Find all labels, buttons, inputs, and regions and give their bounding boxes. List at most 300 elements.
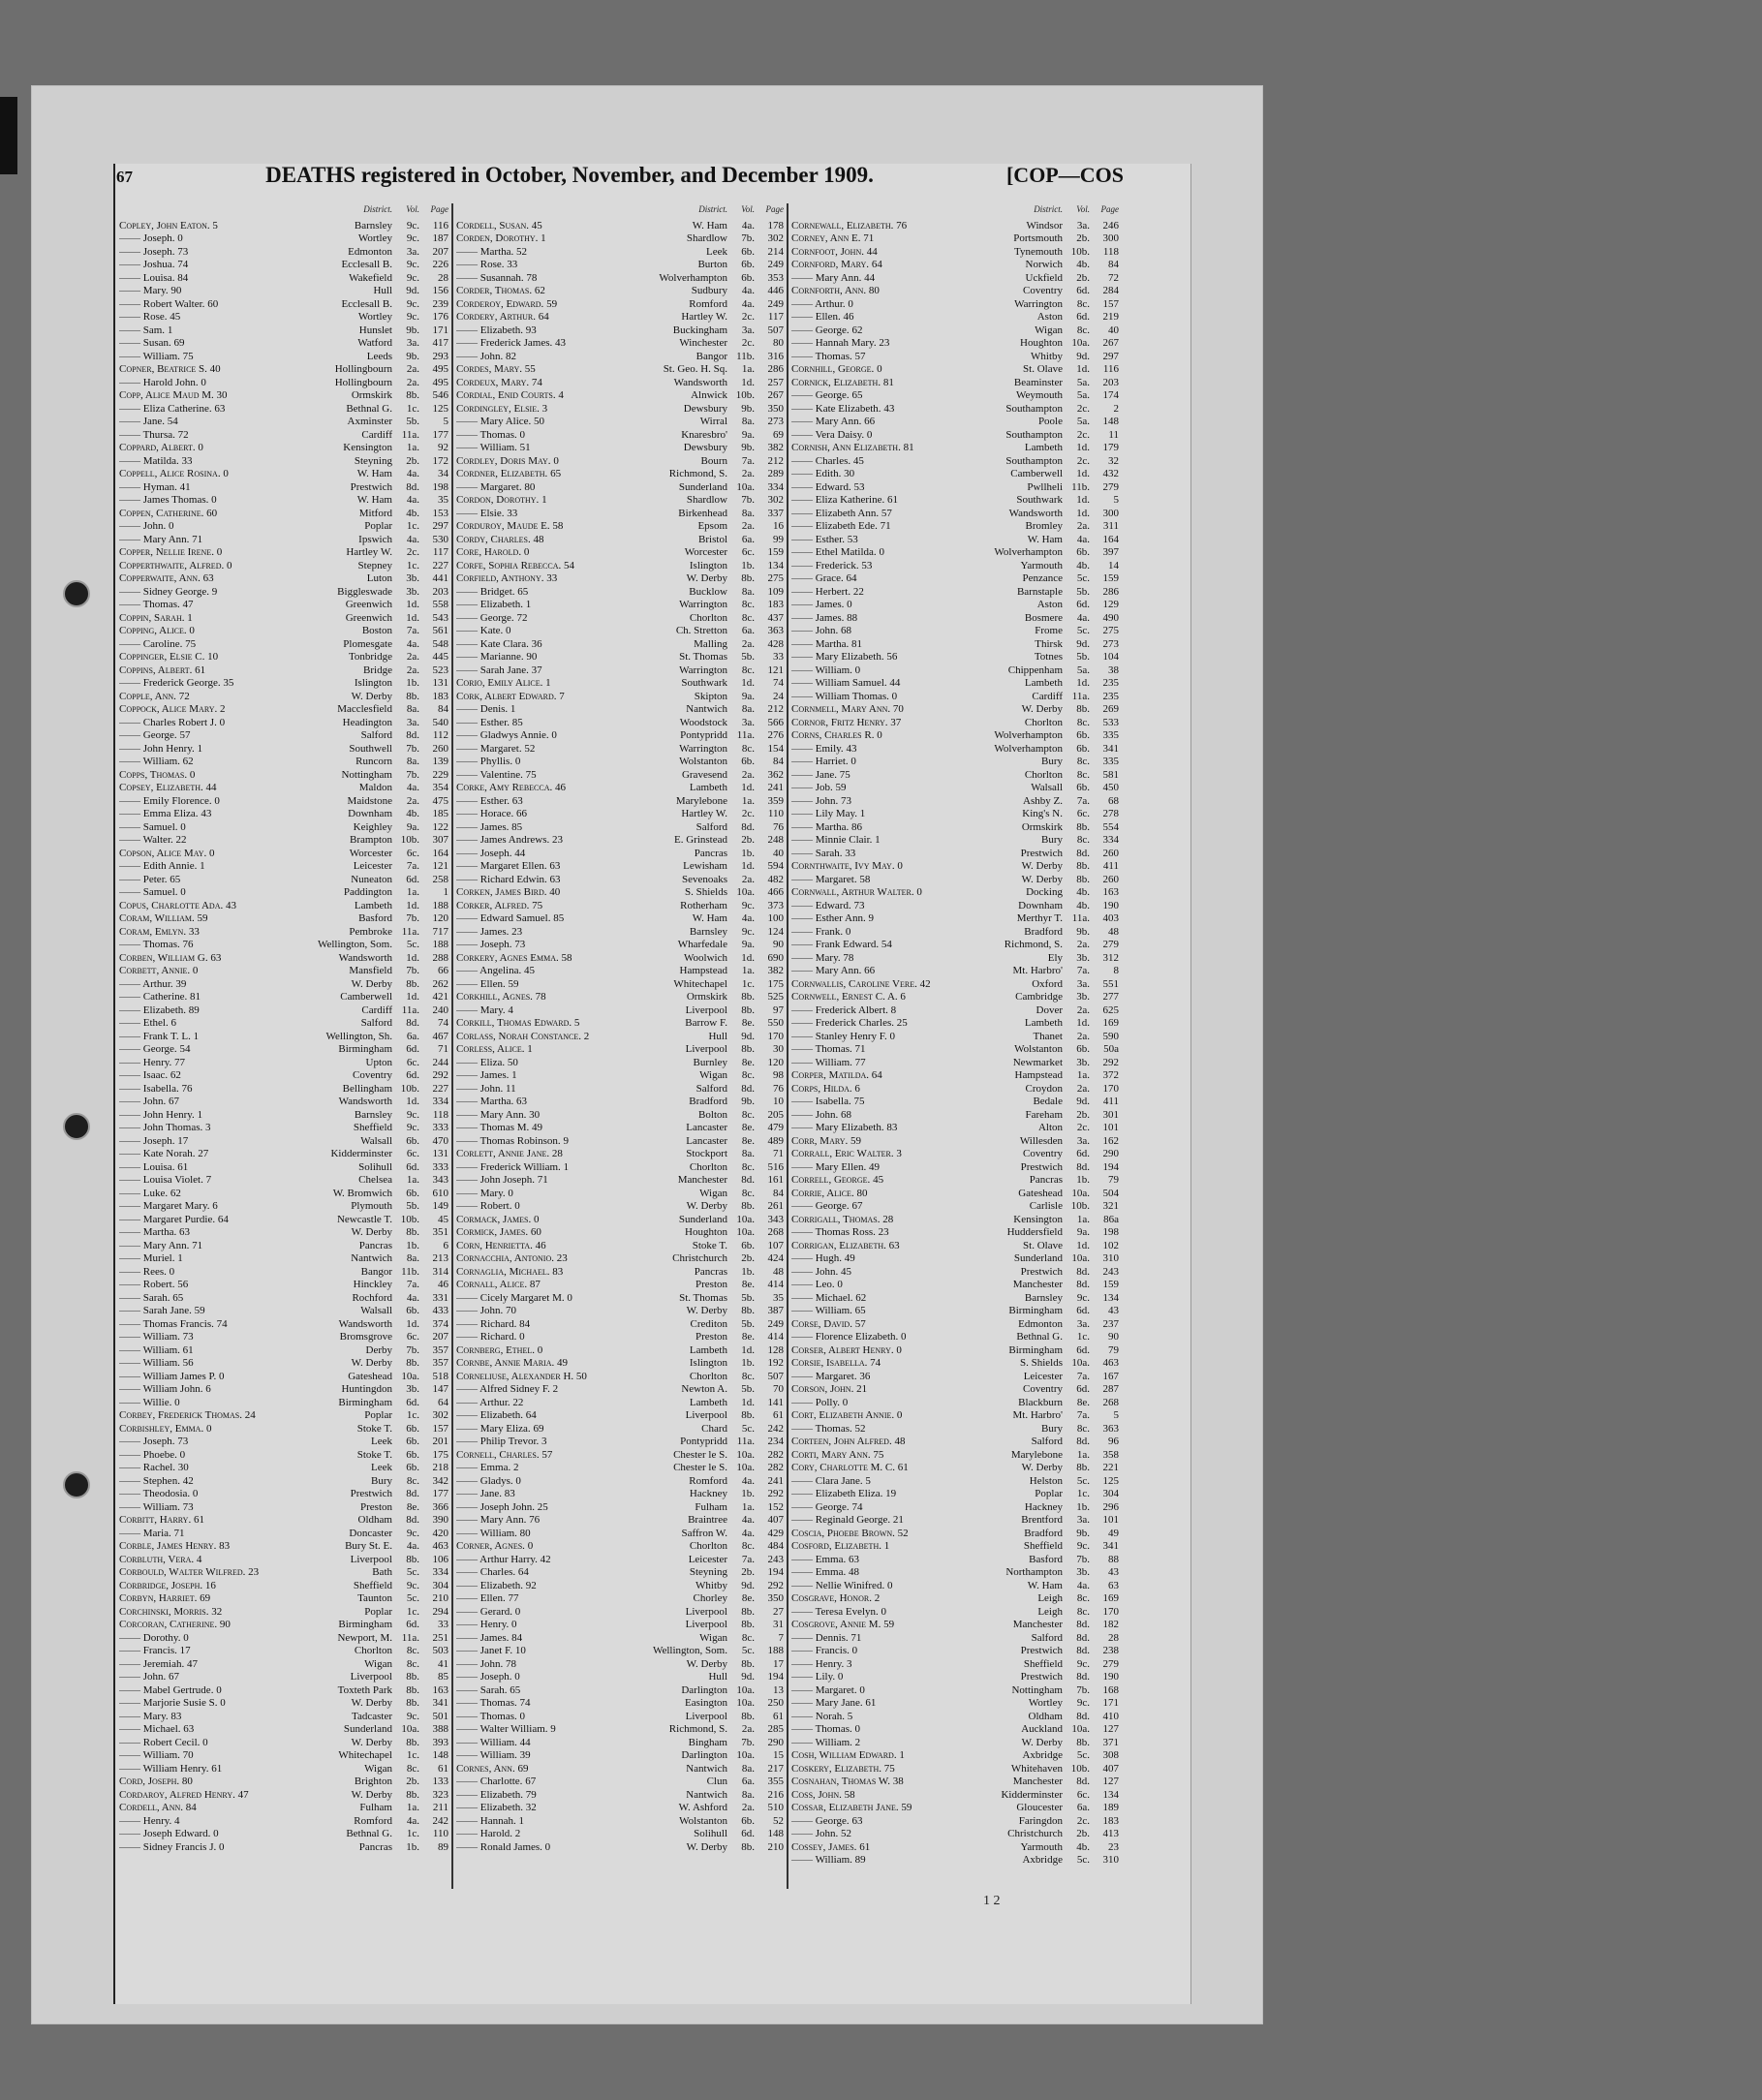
entry-vol: 3a. [741, 716, 755, 728]
entry-district: Liverpool [685, 1710, 727, 1722]
entry-district: Romford [689, 1474, 727, 1487]
entry-age: 72 [178, 690, 190, 702]
entry-page: 382 [767, 965, 784, 976]
entry-name-age [791, 1749, 952, 1763]
register-entry [456, 1069, 784, 1083]
entry-name-age [119, 1397, 282, 1410]
register-entry [119, 1292, 448, 1306]
entry-district: W. Derby [351, 1226, 392, 1238]
register-entry [456, 900, 784, 913]
entry-name: James. [479, 1631, 510, 1644]
entry-age: 0 [896, 1409, 903, 1421]
entry-name-age [119, 1423, 282, 1436]
entry-district: Mt. Harbro' [1012, 1409, 1063, 1421]
entry-district: Walsall [1031, 782, 1063, 793]
entry-page: 333 [432, 1122, 448, 1133]
entry-name: William Thomas. [815, 690, 889, 702]
entry-vol: 9a. [741, 690, 755, 702]
entry-name: Copper, Nellie Irene. [119, 546, 214, 558]
register-entry [119, 1266, 448, 1280]
entry-vol: 8b. [741, 1409, 755, 1421]
entry-age: 84 [185, 1802, 197, 1813]
entry-name-age [791, 1004, 952, 1018]
entry-vol: 2b. [1076, 1828, 1090, 1839]
entry-page: 249 [767, 1317, 784, 1330]
register-entry [791, 481, 1119, 495]
entry-page: 297 [1102, 350, 1119, 362]
entry-page: 610 [432, 1187, 448, 1199]
entry-name: Corneliuse, Alexander H. [456, 1370, 574, 1382]
entry-page: 120 [767, 1056, 784, 1068]
entry-vol: 8c. [406, 1762, 419, 1775]
entry-name: Elizabeth. [479, 1409, 524, 1421]
entry-name-age [791, 246, 952, 260]
entry-name: Thomas. [479, 1710, 517, 1722]
entry-age: 1 [200, 860, 205, 872]
entry-district: Downham [348, 808, 392, 819]
entry-name: Emma Eliza. [142, 808, 199, 819]
register-entry [119, 1148, 448, 1161]
register-entry [119, 1776, 448, 1789]
entry-name: Corbishley, Emma. [119, 1422, 204, 1435]
entry-vol: 4b. [1076, 259, 1090, 270]
entry-page: 106 [432, 1553, 448, 1565]
entry-vol: 8d. [406, 1514, 419, 1526]
entry-age: 65 [170, 873, 181, 885]
entry-name: Cornaglia, Michael. [456, 1265, 550, 1278]
entry-district: Liverpool [350, 1553, 392, 1565]
entry-vol: 11a. [401, 1004, 419, 1016]
entry-vol: 9c. [406, 271, 419, 284]
entry-district: Barnsley [354, 1108, 392, 1121]
entry-page: 157 [432, 1422, 448, 1435]
entry-name: Thomas. [815, 1723, 852, 1735]
register-entry [119, 1122, 448, 1135]
entry-name-age [456, 1344, 617, 1358]
entry-name-age [119, 1057, 282, 1070]
entry-age: 75 [853, 1096, 865, 1107]
entry-district: Leicester [688, 1553, 727, 1565]
entry-name-age [791, 664, 952, 678]
entry-name: Joseph. [142, 1134, 175, 1147]
entry-page: 205 [767, 1108, 784, 1121]
entry-age: 33 [181, 454, 193, 467]
register-entry [119, 298, 448, 312]
register-entry [119, 1305, 448, 1318]
entry-age: 0 [183, 1631, 189, 1644]
entry-vol: 8b. [406, 1736, 419, 1748]
entry-age: 88 [847, 611, 858, 624]
entry-age: 16 [204, 1579, 216, 1591]
entry-vol: 6c. [1076, 808, 1090, 819]
entry-age: 0 [514, 1671, 520, 1683]
register-entry [791, 1619, 1119, 1632]
entry-name: Sam. [142, 324, 166, 336]
entry-name-age [791, 1214, 952, 1227]
register-entry [791, 939, 1119, 952]
entry-vol: 9a. [406, 820, 419, 833]
entry-name-age [119, 1488, 282, 1501]
entry-vol: 9c. [406, 1527, 419, 1539]
entry-page: 157 [1102, 297, 1119, 310]
entry-age: 83 [552, 1265, 564, 1278]
entry-vol: 6b. [741, 1239, 755, 1251]
entry-district: Wolverhampton [994, 742, 1063, 755]
entry-page: 548 [432, 637, 448, 650]
entry-district: Hull [708, 1671, 727, 1683]
entry-name-age [456, 429, 617, 443]
entry-name-age [791, 1632, 952, 1646]
entry-age: 44 [889, 677, 901, 689]
register-entry [119, 508, 448, 521]
entry-page: 171 [1102, 1697, 1119, 1709]
entry-name-age [456, 1475, 617, 1489]
entry-page: 45 [438, 1213, 448, 1225]
entry-age: 0 [879, 546, 884, 558]
entry-name-age [456, 1174, 617, 1188]
entry-name: Corlass, Norah Constance. [456, 1030, 581, 1042]
entry-age: 0 [889, 1030, 895, 1042]
entry-name-age [456, 729, 617, 743]
entry-district: Birkenhead [678, 507, 727, 519]
entry-page: 90 [1108, 1331, 1119, 1343]
entry-name: Francis. [142, 1645, 177, 1656]
register-entry [791, 1292, 1119, 1306]
entry-name-age [456, 900, 617, 913]
entry-name: Coppinger, Elsie C. [119, 651, 205, 663]
entry-district: Tynemouth [1014, 245, 1063, 258]
register-entry [119, 1344, 448, 1358]
entry-district: Stoke T. [356, 1422, 392, 1435]
entry-name: Mary Ann. [815, 416, 862, 427]
register-entry [119, 1815, 448, 1829]
entry-age: 0 [544, 1840, 551, 1853]
entry-page: 210 [767, 1840, 784, 1853]
entry-name: Corless, Alice. [456, 1043, 525, 1055]
register-entry [791, 1031, 1119, 1044]
register-entry [456, 246, 784, 260]
entry-name: Jane. [815, 768, 838, 781]
entry-age: 90 [526, 651, 538, 663]
entry-name-age [791, 848, 952, 861]
entry-name-age [791, 1763, 952, 1776]
entry-district: Huntingdon [341, 1383, 392, 1395]
entry-name-age [791, 1449, 952, 1463]
entry-page: 61 [438, 1762, 448, 1775]
entry-vol: 9b. [741, 1096, 755, 1107]
entry-page: 125 [432, 402, 448, 415]
entry-district: Camberwell [1010, 468, 1063, 479]
register-entry [791, 1109, 1119, 1123]
entry-district: Hollingbourn [334, 376, 392, 388]
register-entry [119, 1043, 448, 1057]
entry-age: 61 [195, 664, 206, 676]
entry-district: Bangor [360, 1265, 392, 1278]
entry-age: 61 [211, 1762, 223, 1775]
entry-age: 56 [177, 1279, 189, 1290]
entry-name-age [456, 1331, 617, 1344]
register-entry [119, 1161, 448, 1175]
entry-district: Southwell [349, 742, 392, 755]
entry-name-age [791, 1043, 952, 1057]
register-entry [119, 1711, 448, 1724]
entry-page: 286 [767, 363, 784, 375]
entry-vol: 1a. [1076, 1069, 1090, 1081]
entry-name: John. [479, 350, 504, 362]
entry-name: Phyllis. [479, 756, 513, 767]
register-entry [119, 1188, 448, 1201]
entry-age: 0 [866, 428, 873, 441]
register-entry [119, 1501, 448, 1515]
entry-vol: 6b. [1076, 742, 1090, 755]
entry-name-age [456, 272, 617, 286]
entry-district: Axminster [347, 416, 392, 427]
entry-page: 273 [767, 416, 784, 427]
entry-age: 2 [874, 1592, 881, 1604]
entry-age: 71 [863, 232, 875, 244]
entry-name-age [791, 1514, 952, 1528]
entry-page: 35 [438, 494, 448, 506]
register-entry [791, 1449, 1119, 1463]
entry-vol: 3a. [1076, 219, 1090, 232]
entry-vol: 1c. [1076, 1488, 1090, 1499]
entry-name: James. [479, 925, 510, 938]
register-entry [456, 1828, 784, 1841]
entry-vol: 8d. [741, 1174, 755, 1186]
entry-name-age [119, 743, 282, 757]
entry-name: Elizabeth. [479, 1802, 524, 1813]
entry-page: 262 [432, 977, 448, 990]
register-entry [791, 664, 1119, 678]
entry-age: 1 [193, 1030, 200, 1042]
entry-vol: 5c. [1076, 1854, 1090, 1866]
entry-age: 45 [841, 1265, 852, 1278]
register-entry [456, 1658, 784, 1672]
entry-district: Ormskirk [686, 991, 727, 1003]
entry-name-age [456, 1305, 617, 1318]
entry-name: William. [142, 1749, 180, 1761]
entry-age: 0 [877, 729, 882, 741]
entry-district: Preston [696, 1331, 727, 1343]
entry-district: Luton [366, 572, 392, 584]
entry-age: 80 [524, 480, 536, 493]
entry-age: 0 [842, 1396, 849, 1408]
entry-district: Docking [1026, 886, 1063, 898]
entry-name: William. [815, 1056, 852, 1068]
register-entry [791, 625, 1119, 638]
entry-name: Copus, Charlotte Ada. [119, 899, 224, 911]
entry-name-age [119, 912, 282, 926]
entry-age: 6 [205, 1383, 211, 1395]
entry-name-age [791, 1776, 952, 1789]
entry-vol: 5b. [741, 1291, 755, 1304]
entry-name-age [119, 1501, 282, 1515]
entry-name: Ellen. [815, 311, 841, 323]
entry-vol: 8b. [406, 977, 419, 990]
entry-name-age [119, 677, 282, 691]
entry-vol: 3a. [741, 324, 755, 336]
entry-name-age [456, 1017, 617, 1031]
entry-district: Southampton [1005, 402, 1063, 415]
entry-district: Leek [371, 1436, 392, 1447]
entry-age: 72 [516, 611, 528, 624]
entry-age: 59 [194, 1305, 205, 1316]
entry-vol: 6a. [741, 533, 755, 545]
entry-district: Barnsley [354, 219, 392, 232]
entry-district: Kidderminster [1001, 1788, 1063, 1801]
entry-vol: 2b. [741, 1566, 755, 1578]
entry-name: William. [479, 442, 517, 453]
register-entry [791, 1122, 1119, 1135]
entry-name: Core, Harold. [456, 546, 522, 558]
entry-vol: 8c. [406, 1645, 419, 1656]
entry-name: Corduroy, Maude E. [456, 520, 550, 532]
entry-age: 65 [517, 585, 529, 598]
entry-age: 9 [550, 1723, 556, 1735]
entry-age: 0 [901, 1331, 907, 1343]
entry-page: 35 [773, 1291, 784, 1304]
entry-district: Wakefield [349, 271, 392, 284]
entry-district: Windsor [1026, 219, 1063, 232]
register-entry [456, 991, 784, 1004]
entry-page: 188 [767, 1645, 784, 1656]
entry-page: 279 [1102, 1657, 1119, 1670]
entry-page: 61 [773, 1409, 784, 1421]
register-entry [456, 311, 784, 324]
entry-name-age [119, 599, 282, 612]
entry-age: 61 [897, 1462, 909, 1473]
entry-vol: 8e. [741, 1279, 755, 1290]
entry-vol: 10a. [1071, 1187, 1090, 1199]
entry-vol: 3b. [1076, 1566, 1090, 1578]
entry-district: Walsall [360, 1134, 392, 1147]
entry-vol: 8d. [1076, 1279, 1090, 1290]
register-entry [119, 1566, 448, 1580]
entry-vol: 8c. [1076, 324, 1090, 336]
entry-name: Copps, Thomas. [119, 768, 188, 781]
entry-page: 121 [767, 664, 784, 676]
register-entry [119, 1514, 448, 1528]
entry-district: Toxteth Park [337, 1683, 392, 1696]
entry-page: 213 [432, 1252, 448, 1264]
entry-age: 73 [182, 1331, 194, 1343]
entry-age: 0 [854, 664, 861, 676]
entry-district: Cambridge [1015, 991, 1063, 1003]
entry-age: 21 [892, 1514, 904, 1526]
entry-age: 7 [205, 1174, 212, 1186]
entry-page: 334 [1102, 834, 1119, 846]
entry-vol: 3b. [1076, 1056, 1090, 1068]
register-entry [119, 363, 448, 377]
entry-district: Alnwick [691, 389, 727, 401]
entry-vol: 2a. [741, 873, 755, 885]
entry-age: 0 [174, 1396, 180, 1408]
entry-vol: 8b. [406, 1357, 419, 1369]
entry-age: 62 [170, 1069, 181, 1081]
entry-age: 71 [880, 520, 891, 532]
entry-name: William. [815, 664, 852, 676]
entry-name: Maria. [142, 1527, 171, 1539]
entry-vol: 7b. [741, 494, 755, 506]
entry-page: 74 [438, 1017, 448, 1029]
entry-vol: 2c. [1076, 428, 1090, 441]
entry-page: 16 [773, 520, 784, 532]
register-entry [456, 1252, 784, 1266]
entry-age: 65 [550, 468, 562, 479]
entry-vol: 4a. [1076, 1579, 1090, 1591]
entry-age: 47 [237, 1788, 249, 1801]
entry-vol: 8c. [741, 1540, 755, 1552]
entry-page: 207 [432, 245, 448, 258]
entry-district: Wharfedale [677, 939, 727, 950]
entry-name: Cormick, James. [456, 1226, 529, 1238]
register-entry [456, 795, 784, 809]
entry-vol: 9c. [406, 311, 419, 323]
entry-name-age [791, 729, 952, 743]
entry-age: 82 [506, 350, 517, 362]
register-entry [456, 1475, 784, 1489]
entry-page: 134 [1102, 1291, 1119, 1304]
entry-name: Robert. [479, 1200, 512, 1212]
entry-name-age [791, 1841, 952, 1855]
entry-district: W. Ham [692, 912, 727, 924]
entry-page: 304 [432, 1579, 448, 1591]
entry-name: Louisa. [142, 1160, 175, 1173]
entry-age: 63 [549, 873, 561, 885]
register-entry [791, 1592, 1119, 1606]
register-entry [119, 1658, 448, 1672]
entry-page: 89 [438, 1840, 448, 1853]
entry-name: Cornwall, Arthur Walter. [791, 886, 914, 898]
entry-page: 127 [1102, 1776, 1119, 1787]
entry-name-age [119, 1357, 282, 1371]
entry-age: 19 [885, 1488, 897, 1499]
entry-age: 61 [865, 1697, 877, 1709]
entry-name: Cordley, Doris May. [456, 454, 551, 467]
register-entry [119, 377, 448, 390]
entry-name-age [791, 1031, 952, 1044]
entry-vol: 5c. [1076, 625, 1090, 636]
entry-name-age [791, 1684, 952, 1698]
register-entry [119, 1592, 448, 1606]
entry-vol: 5b. [406, 416, 419, 427]
entry-age: 17 [179, 1645, 191, 1656]
entry-age: 0 [169, 1265, 175, 1278]
entry-district: Maidstone [347, 794, 392, 807]
entry-name: John Henry. [142, 742, 195, 755]
entry-name-age [119, 795, 282, 809]
entry-age: 5 [573, 1017, 580, 1029]
entry-name-age [791, 1592, 952, 1606]
entry-name-age [456, 546, 617, 560]
register-entry [791, 782, 1119, 795]
entry-page: 76 [773, 820, 784, 833]
register-entry [456, 1711, 784, 1724]
entry-name: Cossar, Elizabeth Jane. [791, 1802, 899, 1813]
entry-age: 75 [185, 637, 197, 650]
entry-age: 0 [202, 1736, 208, 1748]
entry-name-age [456, 1749, 617, 1763]
entry-district: Salford [360, 729, 392, 741]
entry-vol: 9c. [1076, 1657, 1090, 1670]
entry-vol: 4b. [1076, 886, 1090, 898]
entry-age: 76 [182, 939, 194, 950]
entry-name: Emma. [815, 1566, 847, 1578]
entry-name-age [456, 1214, 617, 1227]
entry-page: 124 [767, 925, 784, 938]
entry-age: 53 [847, 533, 858, 545]
entry-name: Cornwallis, Caroline Vere. [791, 977, 917, 990]
